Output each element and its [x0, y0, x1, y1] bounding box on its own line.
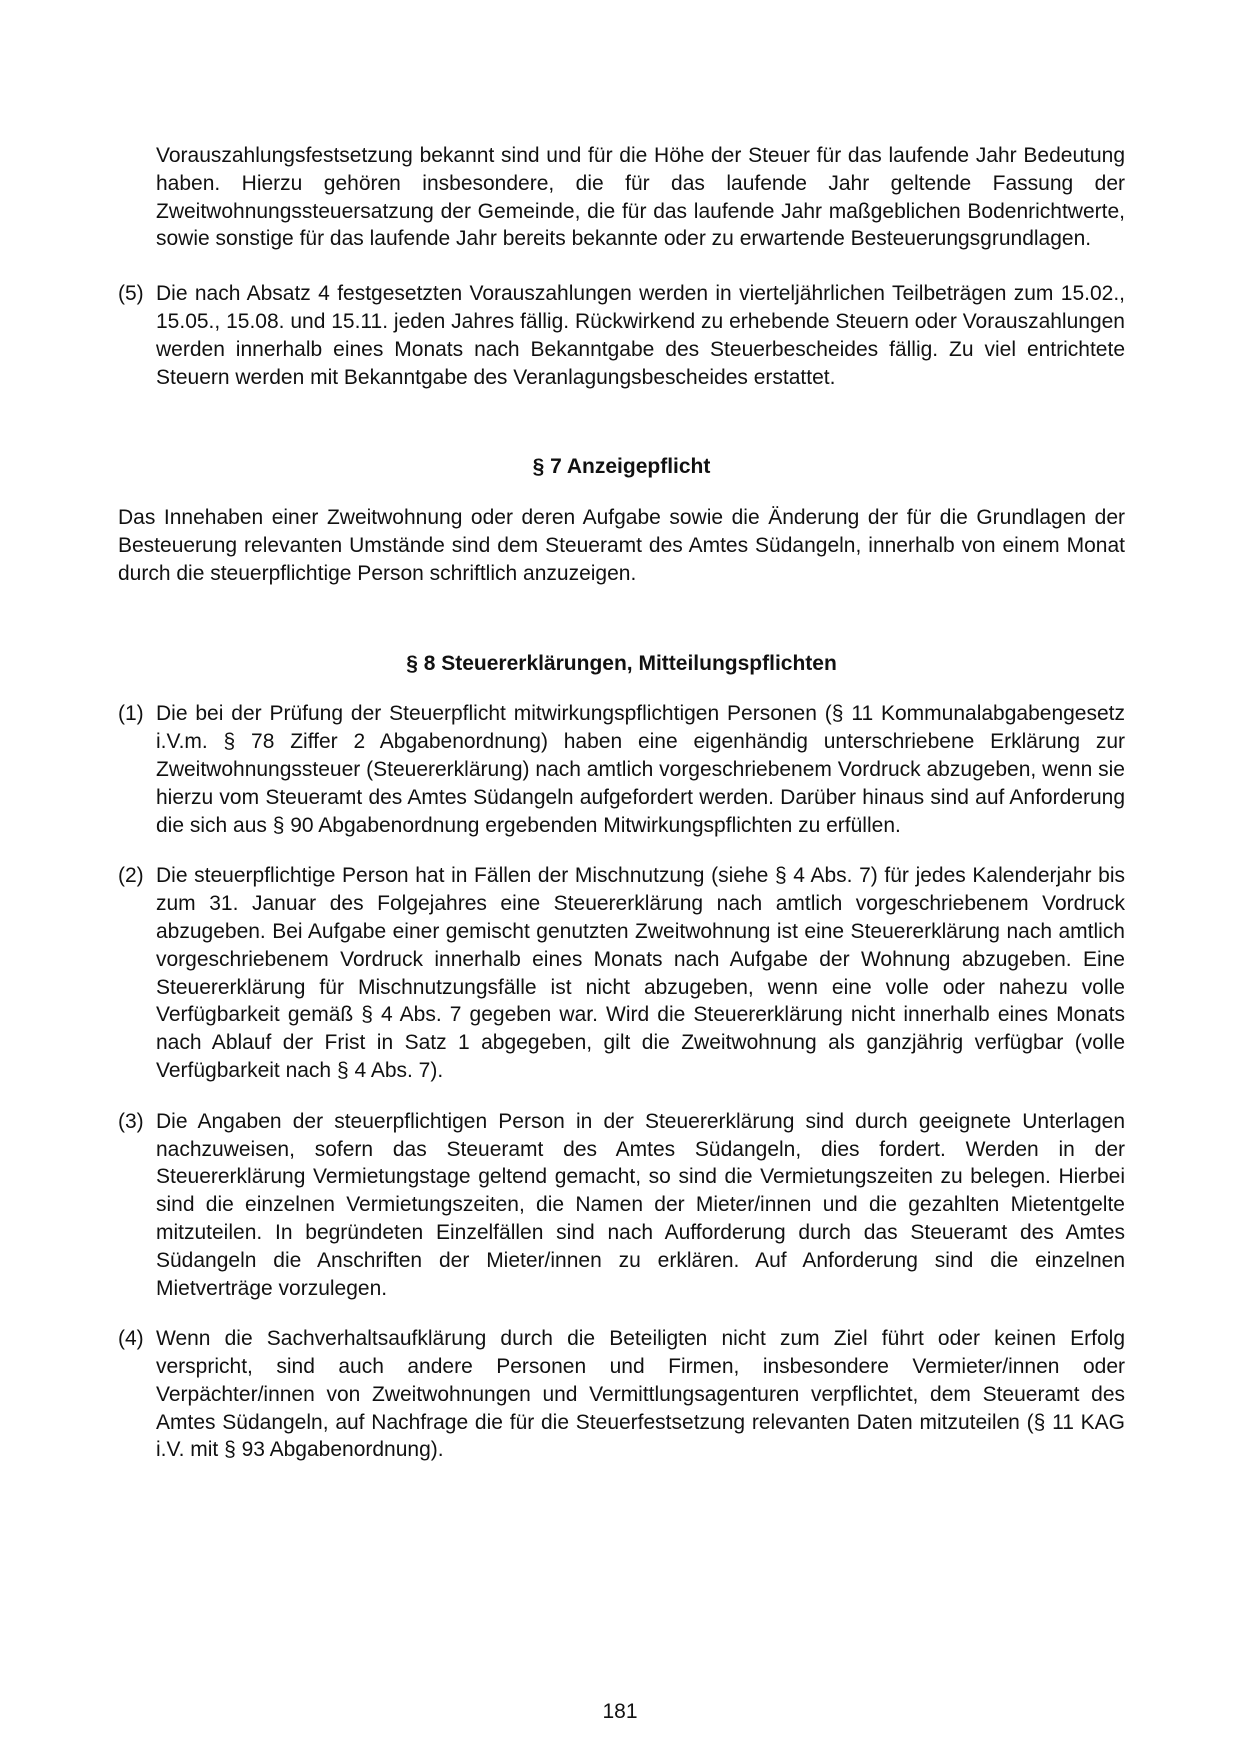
item-number: (5) — [118, 282, 144, 306]
item-text: Die Angaben der steuerpflichtigen Person in der Steuererklärung sind durch geeignete Unterlagen nachzuweisen, sofern das Steueramt des Amtes Südangeln, dies fordert. Werden in der Steuererklärung Vermietungstage geltend gemacht, so sind die Vermietungszeiten zu belegen. Hierbei sind die einzelnen Vermietungszeiten, die Namen der Mieter/innen und die gezahlten Mietentgelte mitzuteilen. In begründeten Einzelfällen sind nach Aufforderung durch das Steueramt des Amtes Südangeln die Anschriften der Mieter/innen zu erklären. Auf Anforderung sind die einzelnen Mietverträge vorzulegen. — [156, 1109, 1125, 1300]
section8-heading: § 8 Steuererklärungen, Mitteilungspflichten — [406, 651, 837, 675]
intro-continuation-block — [118, 142, 1125, 253]
item-text: Die steuerpflichtige Person hat in Fällen der Mischnutzung (siehe § 4 Abs. 7) für jedes Kalenderjahr bis zum 31. Januar des Folgejahres eine Steuererklärung nach amtlich vorgeschriebenem Vordruck abzugeben. Bei Aufgabe einer gemischt genutzten Zweitwohnung ist eine Steuererklärung nach amtlich vorgeschriebenem Vordruck innerhalb eines Monats nach Aufgabe der Wohnung abzugeben. Eine Steuererklärung für Mischnutzungsfälle ist nicht abzugeben, wenn eine volle oder nahezu volle Verfügbarkeit gemäß § 4 Abs. 7 gegeben war. Wird die Steuererklärung nicht innerhalb eines Monats nach Ablauf der Frist in Satz 1 abgegeben, gilt die Zweitwohnung als ganzjährig verfügbar (volle Verfügbarkeit nach § 4 Abs. 7). — [156, 864, 1125, 1082]
section8-item-4 — [118, 1325, 1125, 1464]
item-text: Die nach Absatz 4 festgesetzten Vorauszahlungen werden in vierteljährlichen Teilbeträgen zum 15.02., 15.05., 15.08. und 15.11. jeden Jahres fällig. Rückwirkend zu erhebende Steuern oder Vorauszahlungen werden innerhalb eines Monats nach Bekanntgabe des Steuerbescheides fällig. Zu viel entrichtete Steuern werden mit Bekanntgabe des Veranlagungsbescheides erstattet. — [156, 282, 1125, 389]
intro-continuation-paragraph: Vorauszahlungsfestsetzung bekannt sind und für die Höhe der Steuer für das laufende Jahr Bedeutung haben. Hierzu gehören insbesondere, die für das laufende Jahr geltende Fassung der Zweitwohnungssteuersatzung der Gemeinde, die für das laufende Jahr maßgeblichen Bodenrichtwerte, sowie sonstige für das laufende Jahr bereits bekannte oder zu erwartende Besteuerungsgrundlagen. — [156, 144, 1125, 251]
item-number: (4) — [118, 1327, 144, 1351]
section8-item-3 — [118, 1108, 1125, 1303]
item-number: (2) — [118, 864, 144, 888]
section7-heading: § 7 Anzeigepflicht — [532, 455, 711, 479]
item-number: (3) — [118, 1109, 144, 1133]
item-number: (1) — [118, 702, 144, 726]
section8-item-2 — [118, 862, 1125, 1084]
item-text: Die bei der Prüfung der Steuerpflicht mitwirkungspflichtigen Personen (§ 11 Kommunalabgabengesetz i.V.m. § 78 Ziffer 2 Abgabenordnung) haben eine eigenhändig unterschriebene Erklärung zur Zweitwohnungssteuer (Steuererklärung) nach amtlich vorgeschriebenem Vordruck abzugeben, wenn sie hierzu vom Steueramt des Amtes Südangeln aufgefordert werden. Darüber hinaus sind auf Anforderung die sich aus § 90 Abgabenordnung ergebenden Mitwirkungspflichten zu erfüllen. — [156, 702, 1125, 837]
item-text: Wenn die Sachverhaltsaufklärung durch die Beteiligten nicht zum Ziel führt oder keinen Erfolg verspricht, sind auch andere Personen und Firmen, insbesondere Vermieter/innen oder Verpächter/innen von Zweitwohnungen und Vermittlungsagenturen verpflichtet, dem Steueramt des Amtes Südangeln, auf Nachfrage die für die Steuerfestsetzung relevanten Daten mitzuteilen (§ 11 KAG i.V. mit § 93 Abgabenordnung). — [156, 1327, 1125, 1462]
section8-item-1 — [118, 700, 1125, 839]
section7-paragraph: Das Innehaben einer Zweitwohnung oder deren Aufgabe sowie die Änderung der für die Grundlagen der Besteuerung relevanten Umstände sind dem Steueramt des Amtes Südangeln, innerhalb von einem Monat durch die steuerpflichtige Person schriftlich anzuzeigen. — [118, 506, 1125, 585]
section6-item-5 — [118, 280, 1125, 391]
page-number: 181 — [602, 1700, 638, 1723]
page-content — [118, 142, 1125, 1464]
